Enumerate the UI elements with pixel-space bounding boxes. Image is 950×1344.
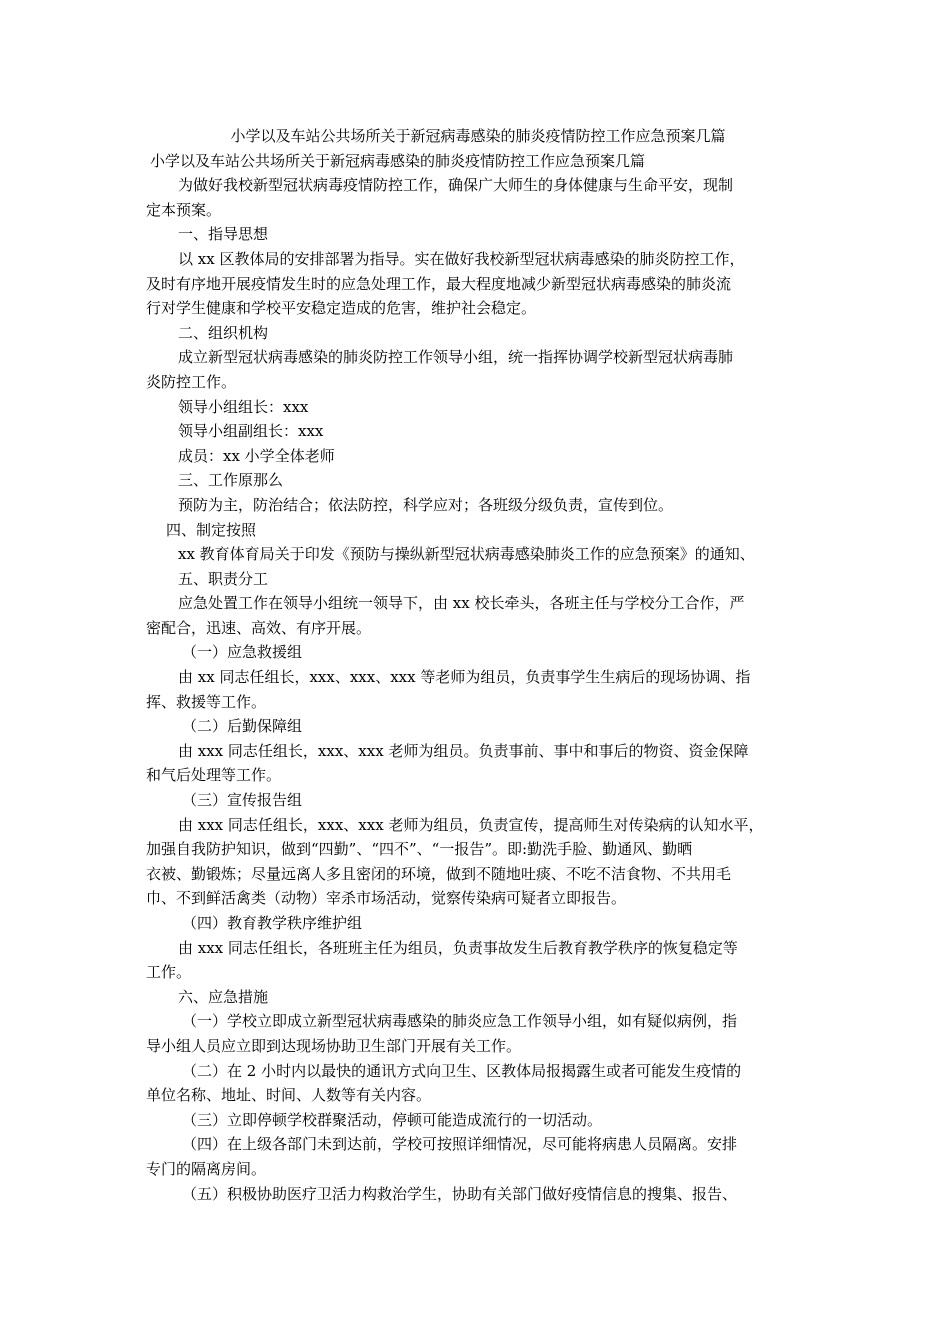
paragraph-line: 由 xxx 同志任组长，xxx、xxx 老师为组员，负责宣传，提高师生对传染病的认知水平， xyxy=(178,815,764,834)
paragraph-line: 一、指导思想 xyxy=(178,225,269,244)
paragraph-line: 由 xx 同志任组长，xxx、xxx、xxx 等老师为组员，负责事学生生病后的现场协调、指 xyxy=(178,668,751,687)
paragraph-line: 二、组织机构 xyxy=(178,323,269,342)
paragraph-line: （二）在 2 小时内以最快的通讯方式向卫生、区教体局报揭露生或者可能发生疫情的 xyxy=(182,1061,742,1080)
paragraph-line: （五）积极协助医疗卫活力构救治学生，协助有关部门做好疫情信息的搜集、报告、 xyxy=(182,1184,738,1203)
paragraph-line: 巾、不到鲜活禽类（动物）宰杀市场活动，觉察传染病可疑者立即报告。 xyxy=(146,889,627,908)
paragraph-line: 专门的隔离房间。 xyxy=(146,1159,267,1178)
paragraph-line: 行对学生健康和学校平安稳定造成的危害，维护社会稳定。 xyxy=(146,299,537,318)
paragraph-line: 五、职责分工 xyxy=(178,569,269,588)
paragraph-line: 定本预案。 xyxy=(146,200,222,219)
paragraph-line: 衣被、勤锻炼；尽量远离人多且密闭的环境，做到不随地吐痰、不吃不洁食物、不共用毛 xyxy=(146,864,732,883)
paragraph-line: 加强自我防护知识，做到“四勤”、“四不”、“一报告”。即:勤洗手脸、勤通风、勤晒 xyxy=(146,840,693,859)
paragraph-line: （一）学校立即成立新型冠状病毒感染的肺炎应急工作领导小组，如有疑似病例，指 xyxy=(182,1012,738,1031)
paragraph-line: 预防为主，防治结合；依法防控，科学应对；各班级分级负责，宣传到位。 xyxy=(178,495,674,514)
paragraph-line: （三）立即停顿学校群聚活动，停顿可能造成流行的一切活动。 xyxy=(182,1110,603,1129)
paragraph-line: （三）宣传报告组 xyxy=(182,791,303,810)
paragraph-line: 六、应急措施 xyxy=(178,987,269,1006)
paragraph-line: 工作。 xyxy=(146,963,192,982)
paragraph-line: （二）后勤保障组 xyxy=(182,717,303,736)
paragraph-line: 领导小组组长：xxx xyxy=(178,397,309,416)
paragraph-line: （四）在上级各部门未到达前，学校可按照详细情况，尽可能将病患人员隔离。安排 xyxy=(182,1135,738,1154)
paragraph-line: （四）教育教学秩序维护组 xyxy=(182,914,363,932)
paragraph-line: （一）应急救援组 xyxy=(182,643,303,662)
paragraph-line: 和气后处理等工作。 xyxy=(146,766,282,785)
paragraph-line: 挥、救援等工作。 xyxy=(146,692,267,711)
paragraph-line: 以 xx 区教体局的安排部署为指导。实在做好我校新型冠状病毒感染的肺炎防控工作， xyxy=(178,249,745,268)
paragraph-line: 三、工作原那么 xyxy=(178,471,284,490)
paragraph-line: xx 教育体育局关于印发《预防与操纵新型冠状病毒感染肺炎工作的应急预案》的通知、 xyxy=(178,545,755,564)
paragraph-line: 四、制定按照 xyxy=(166,520,257,539)
paragraph-line: 导小组人员应立即到达现场协助卫生部门开展有关工作。 xyxy=(146,1036,522,1055)
document-page xyxy=(146,124,810,1206)
paragraph-line: 密配合，迅速、高效、有序开展。 xyxy=(146,618,372,637)
paragraph-line: 炎防控工作。 xyxy=(146,372,237,391)
paragraph-line: 由 xxx 同志任组长，各班班主任为组员，负责事故发生后教育教学秩序的恢复稳定等 xyxy=(178,938,738,957)
document-subtitle: 小学以及车站公共场所关于新冠病毒感染的肺炎疫情防控工作应急预案几篇 xyxy=(150,151,646,170)
paragraph-line: 成员：xx 小学全体老师 xyxy=(178,446,335,465)
paragraph-line: 为做好我校新型冠状病毒疫情防控工作，确保广大师生的身体健康与生命平安，现制 xyxy=(178,176,734,195)
paragraph-line: 由 xxx 同志任组长，xxx、xxx 老师为组员。负责事前、事中和事后的物资、资金保障 xyxy=(178,741,749,760)
document-title: 小学以及车站公共场所关于新冠病毒感染的肺炎疫情防控工作应急预案几篇 xyxy=(230,127,726,145)
paragraph-line: 应急处置工作在领导小组统一领导下，由 xx 校长牵头，各班主任与学校分工合作，严 xyxy=(178,594,745,613)
paragraph-line: 成立新型冠状病毒感染的肺炎防控工作领导小组，统一指挥协调学校新型冠状病毒肺 xyxy=(178,348,734,367)
paragraph-line: 及时有序地开展疫情发生时的应急处理工作，最大程度地减少新型冠状病毒感染的肺炎流 xyxy=(146,274,732,293)
paragraph-line: 领导小组副组长：xxx xyxy=(178,422,324,441)
paragraph-line: 单位名称、地址、时间、人数等有关内容。 xyxy=(146,1086,432,1105)
